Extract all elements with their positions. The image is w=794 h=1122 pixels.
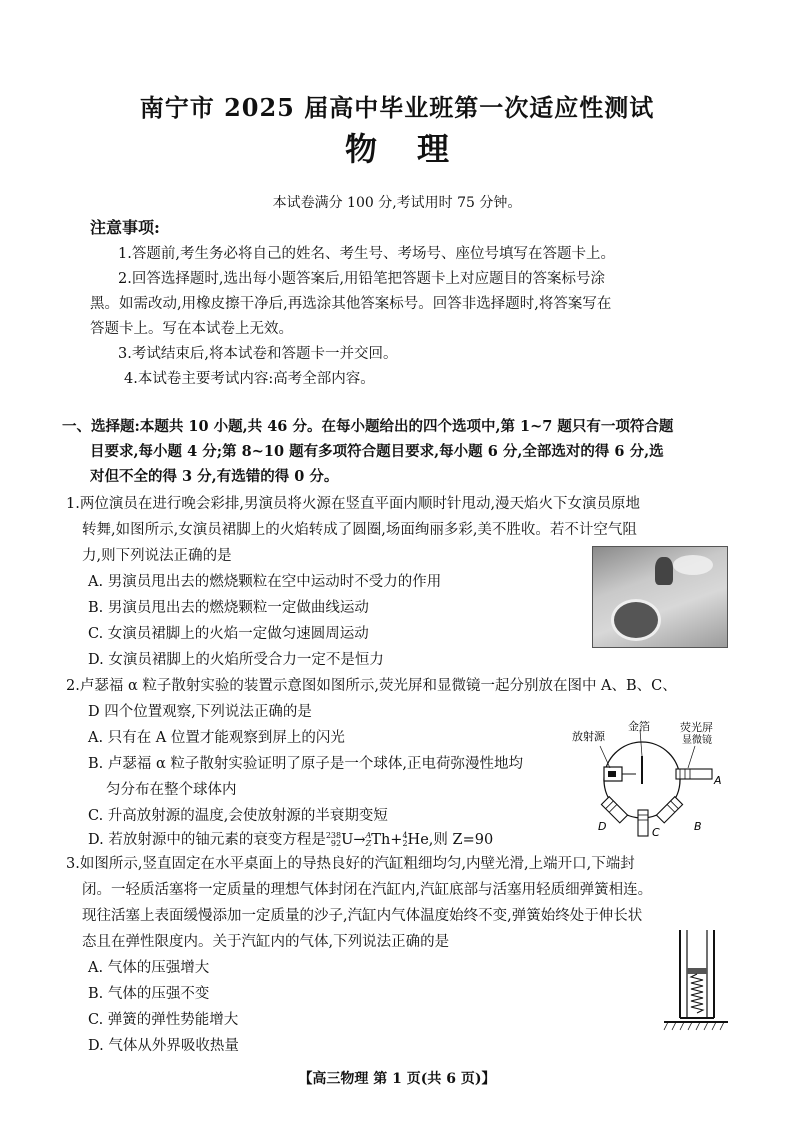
screen-leader xyxy=(688,746,695,768)
label-b: B xyxy=(694,820,702,833)
helium-symbol: He,则 Z=90 xyxy=(407,832,494,848)
q3-stem: 态且在弹性限度内。关于汽缸内的气体,下列说法正确的是 xyxy=(82,934,450,950)
q3-stem: 3.如图所示,竖直固定在水平桌面上的导热良好的汽缸粗细均匀,内壁光滑,上端开口,下端封 xyxy=(66,856,635,872)
q2-option-b-cont: 匀分布在整个球体内 xyxy=(106,782,237,798)
he-atomic-number: 2 xyxy=(402,839,408,848)
microscope-b xyxy=(656,797,682,823)
q2-stem: D 四个位置观察,下列说法正确的是 xyxy=(88,704,312,720)
page-footer: 【高三物理 第 1 页(共 6 页)】 xyxy=(298,1071,496,1087)
microscope-d xyxy=(601,797,627,823)
q3-option-a: A. 气体的压强增大 xyxy=(88,960,210,976)
q1-stem: 转舞,如图所示,女演员裙脚上的火焰转成了圆圈,场面绚丽多彩,美不胜收。若不计空气阻 xyxy=(82,522,637,538)
microscope-a xyxy=(676,769,712,779)
notice-line: 黑。如需改动,用橡皮擦干净后,再选涂其他答案标号。回答非选择题时,将答案写在 xyxy=(90,296,612,312)
section-heading: 目要求,每小题 4 分;第 8~10 题有多项符合题目要求,每小题 6 分,全部选对的得 6 分,选 xyxy=(90,443,664,460)
decay-arrow: → xyxy=(353,832,366,848)
label-screen: 荧光屏 xyxy=(680,721,713,734)
q1-option-a: A. 男演员甩出去的燃烧颗粒在空中运动时不受力的作用 xyxy=(88,574,442,590)
q2-option-b: B. 卢瑟福 α 粒子散射实验证明了原子是一个球体,正电荷弥漫性地均 xyxy=(88,756,523,772)
piston xyxy=(687,968,707,974)
he-mass-number: 4 xyxy=(402,831,408,840)
q2-option-d xyxy=(88,828,493,849)
q3-stem: 现往活塞上表面缓慢添加一定质量的沙子,汽缸内气体温度始终不变,弹簧始终处于伸长状 xyxy=(82,908,643,924)
uranium-symbol: U xyxy=(341,832,354,848)
foil-leader xyxy=(640,730,642,756)
label-d: D xyxy=(598,820,607,833)
u-mass-number: 238 xyxy=(325,831,342,840)
section-heading: 对但不全的得 3 分,有选错的得 0 分。 xyxy=(90,468,339,485)
th-atomic-number: Z xyxy=(365,839,372,848)
q3-stem: 闭。一轻质活塞将一定质量的理想气体封闭在汽缸内,汽缸底部与活塞用轻质细弹簧相连。 xyxy=(82,882,653,898)
q3-option-c: C. 弹簧的弹性势能增大 xyxy=(88,1012,239,1028)
label-c: C xyxy=(652,826,660,839)
u-atomic-number: 92 xyxy=(330,839,342,848)
spring xyxy=(691,974,703,1013)
rutherford-apparatus-diagram xyxy=(570,718,730,844)
cylinder-spring-diagram xyxy=(660,928,730,1038)
exam-subject: 物理 xyxy=(344,130,489,168)
full-score-note: 本试卷满分 100 分,考试用时 75 分钟。 xyxy=(272,195,522,211)
notice-line: 4.本试卷主要考试内容:高考全部内容。 xyxy=(124,371,375,387)
microscope-c xyxy=(638,810,648,836)
q1-stem: 1.两位演员在进行晚会彩排,男演员将火源在竖直平面内顺时针甩动,漫天焰火下女演员原地 xyxy=(66,496,641,512)
q2-option-d-text: D. 若放射源中的铀元素的衰变方程是 xyxy=(88,832,326,848)
notice-line: 2.回答选择题时,选出每小题答案后,用铅笔把答题卡上对应题目的答案标号涂 xyxy=(118,271,606,287)
photo-performer xyxy=(655,557,673,585)
table-hatching xyxy=(664,1022,724,1030)
source-leader xyxy=(600,746,610,768)
q1-performance-photo xyxy=(592,546,728,648)
label-source: 放射源 xyxy=(572,730,605,743)
q2-stem: 2.卢瑟福 α 粒子散射实验的装置示意图如图所示,荧光屏和显微镜一起分别放在图中 A、B、C、 xyxy=(66,678,677,694)
label-a: A xyxy=(714,774,722,787)
notice-line: 3.考试结束后,将本试卷和答题卡一并交回。 xyxy=(118,346,398,362)
q2-option-c: C. 升高放射源的温度,会使放射源的半衰期变短 xyxy=(88,808,388,824)
notice-heading: 注意事项: xyxy=(90,218,160,237)
label-microscope: 显微镜 xyxy=(682,735,712,746)
q2-option-a: A. 只有在 A 位置才能观察到屏上的闪光 xyxy=(88,730,345,746)
q1-stem: 力,则下列说法正确的是 xyxy=(82,548,232,564)
label-foil: 金箔 xyxy=(628,720,650,733)
photo-fire-ring xyxy=(611,599,661,641)
notice-line: 答题卡上。写在本试卷上无效。 xyxy=(90,321,293,337)
th-mass-number: A xyxy=(365,831,372,840)
photo-highlight xyxy=(673,555,713,575)
exam-title: 南宁市 2025 届高中毕业班第一次适应性测试 xyxy=(139,93,655,122)
q1-option-c: C. 女演员裙脚上的火焰一定做匀速圆周运动 xyxy=(88,626,369,642)
section-heading: 一、选择题:本题共 10 小题,共 46 分。在每小题给出的四个选项中,第 1~7 题只有一项符合题 xyxy=(62,418,674,435)
q3-option-b: B. 气体的压强不变 xyxy=(88,986,210,1002)
thorium-symbol: Th+ xyxy=(371,832,403,848)
source-core xyxy=(608,771,616,777)
q1-option-d: D. 女演员裙脚上的火焰所受合力一定不是恒力 xyxy=(88,652,384,668)
q1-option-b: B. 男演员甩出去的燃烧颗粒一定做曲线运动 xyxy=(88,600,369,616)
notice-line: 1.答题前,考生务必将自己的姓名、考生号、考场号、座位号填写在答题卡上。 xyxy=(118,246,615,262)
q3-option-d: D. 气体从外界吸收热量 xyxy=(88,1038,239,1054)
